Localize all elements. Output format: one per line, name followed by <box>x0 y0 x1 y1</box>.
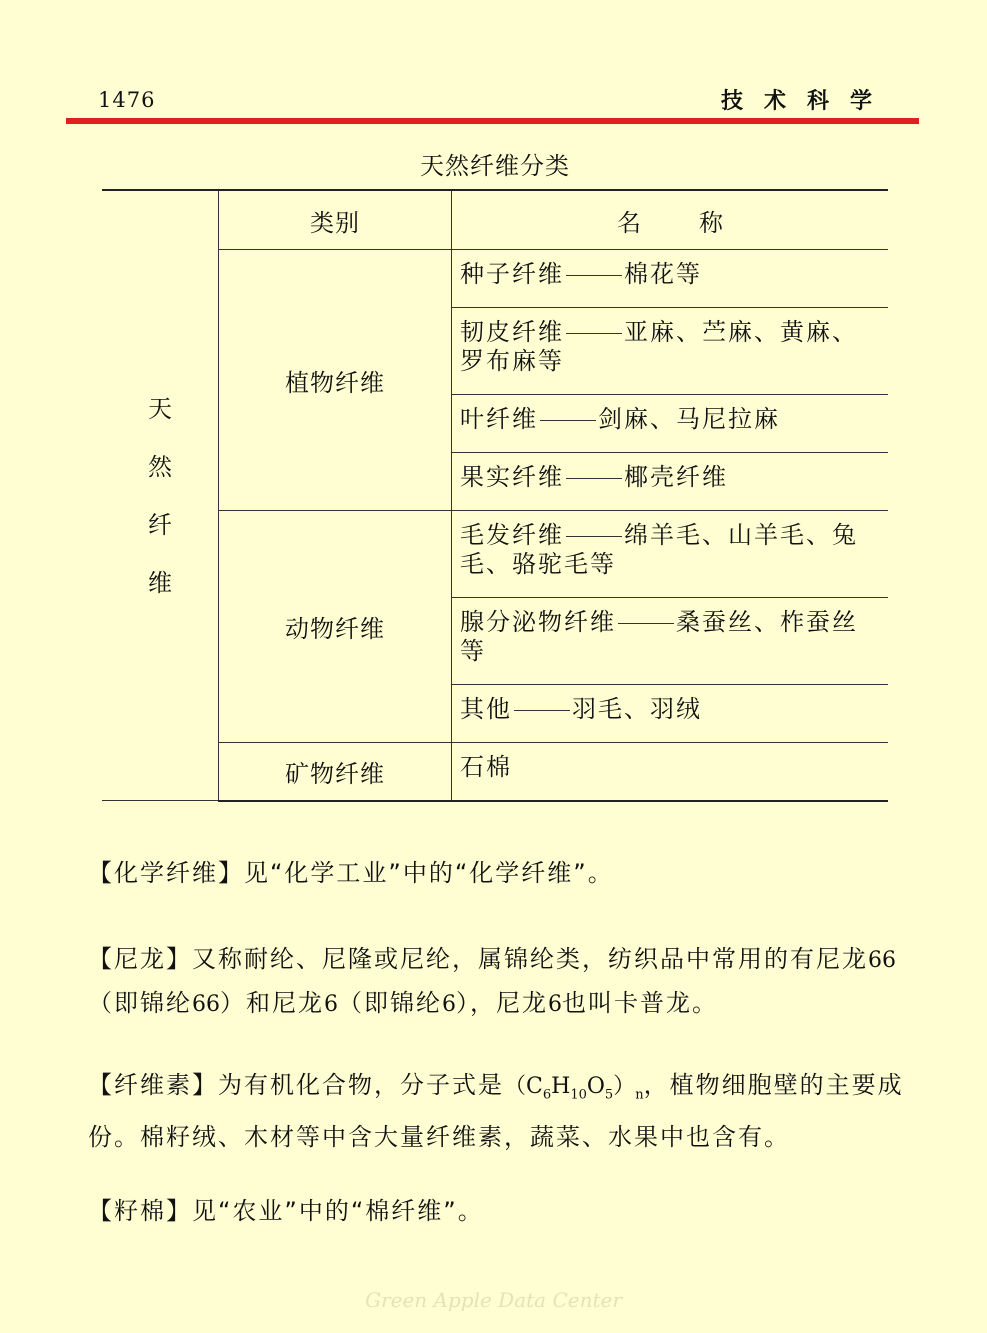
fiber-examples: 绵羊毛、山羊毛、兔毛、骆驼毛等 <box>460 521 858 578</box>
dash-separator <box>566 536 622 537</box>
chemical-formula: $(C_6H_{10}O_5)_n$ <box>504 1074 644 1103</box>
entry-cellulose: 【纤维素】为有机化合物，分子式是$(C_6H_{10}O_5)_n$，植物细胞壁的主要成份。棉籽绒、木材等中含大量纤维素，蔬菜、水果中也含有。 <box>88 1071 904 1152</box>
fiber-classification-table <box>102 189 888 802</box>
root-label-char: 然 <box>148 452 172 481</box>
column-header-category: 类别 <box>219 190 452 250</box>
entry-nylon: 【尼龙】又称耐纶、尼隆或尼纶，属锦纶类，纺织品中常用的有尼龙66（即锦纶66）和尼龙6（即锦纶6），尼龙6也叫卡普龙。 <box>88 945 896 1017</box>
entry-seed-cotton <box>88 1190 906 1232</box>
running-title: 技术科学 <box>720 89 893 114</box>
root-label-char: 维 <box>148 568 172 597</box>
fiber-examples: 桑蚕丝、柞蚕丝等 <box>460 608 858 665</box>
entry-text: 【化学纤维】见“化学工业”中的“化学纤维”。 <box>88 859 614 887</box>
fiber-type: 叶纤维 <box>460 405 538 433</box>
table-row <box>452 250 889 308</box>
table-caption: 天然纤维分类 <box>420 152 570 180</box>
table-row <box>452 395 889 453</box>
dash-separator <box>566 333 622 334</box>
dash-separator <box>566 478 622 479</box>
dash-separator <box>566 275 622 276</box>
fiber-examples: 椰壳纤维 <box>624 463 728 491</box>
dash-separator <box>514 710 570 711</box>
fiber-examples: 羽毛、羽绒 <box>572 695 702 723</box>
watermark: Green Apple Data Center <box>365 1288 622 1312</box>
fiber-examples: 剑麻、马尼拉麻 <box>598 405 780 433</box>
fiber-type: 种子纤维 <box>460 260 564 288</box>
table-row <box>452 685 889 743</box>
table-row <box>452 743 889 801</box>
table-row <box>452 308 889 395</box>
dash-separator <box>618 623 674 624</box>
page-number: 1476 <box>98 88 156 112</box>
entry-chemical-fiber <box>88 852 906 894</box>
fiber-type: 腺分泌物纤维 <box>460 608 616 636</box>
fiber-type: 毛发纤维 <box>460 521 564 549</box>
table-row <box>452 598 889 685</box>
category-cell: 矿物纤维 <box>219 743 452 801</box>
fiber-examples: 石棉 <box>460 753 512 781</box>
category-cell: 动物纤维 <box>219 511 452 743</box>
root-label-cell <box>102 190 219 801</box>
fiber-examples: 亚麻、苎麻、黄麻、罗布麻等 <box>460 318 858 375</box>
fiber-examples: 棉花等 <box>624 260 702 288</box>
entry-text: 【籽棉】见“农业”中的“棉纤维”。 <box>88 1197 484 1225</box>
fiber-type: 果实纤维 <box>460 463 564 491</box>
table-row <box>452 511 889 598</box>
root-label-char: 纤 <box>148 510 172 539</box>
category-cell: 植物纤维 <box>219 250 452 511</box>
column-header-name: 名称 <box>452 190 889 250</box>
root-label-char: 天 <box>148 394 172 423</box>
table-row <box>452 453 889 511</box>
fiber-type: 韧皮纤维 <box>460 318 564 346</box>
fiber-type: 其他 <box>460 695 512 723</box>
header-rule <box>66 118 919 124</box>
dash-separator <box>540 420 596 421</box>
